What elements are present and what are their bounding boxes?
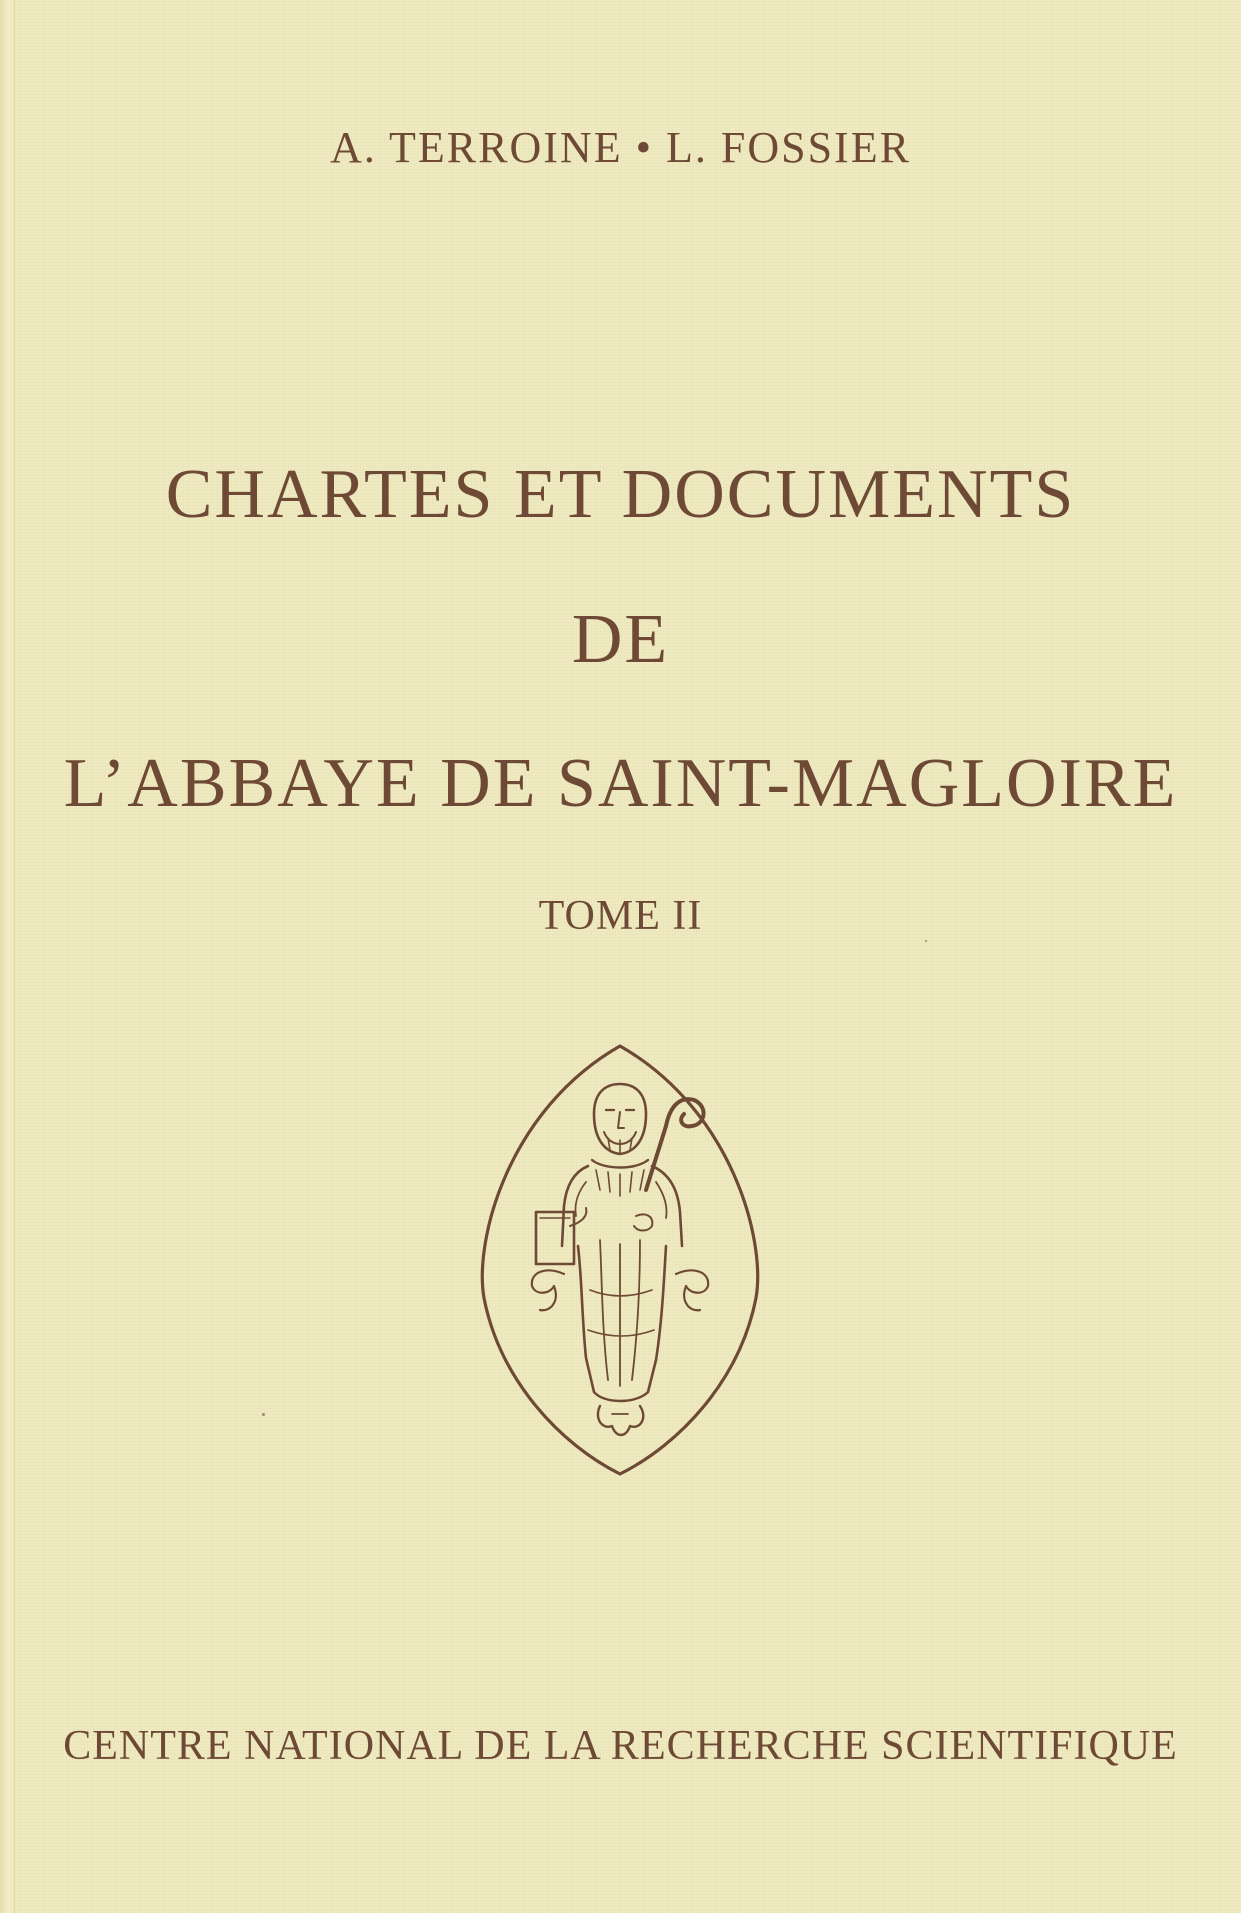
title-line-3: L’ABBAYE DE SAINT-MAGLOIRE [63,745,1178,822]
volume-label: TOME II [538,893,703,939]
publisher-line: CENTRE NATIONAL DE LA RECHERCHE SCIENTIFIQUE [63,1723,1178,1769]
paper-speck [262,1413,265,1416]
title-line-2: DE [571,601,670,678]
right-ornament [676,1270,708,1310]
left-ornament [532,1270,564,1310]
crozier-staff [646,1126,666,1190]
authors-line: A. TERROINE • L. FOSSIER [330,123,911,172]
abbot-seal-icon [470,1040,770,1480]
title-line-1: CHARTES ET DOCUMENTS [165,456,1076,533]
book-spine-edge [0,0,15,1913]
paper-speck [925,940,927,942]
figure-robe [562,1166,682,1246]
figure-feet [594,1392,648,1401]
figure-book [536,1212,574,1264]
